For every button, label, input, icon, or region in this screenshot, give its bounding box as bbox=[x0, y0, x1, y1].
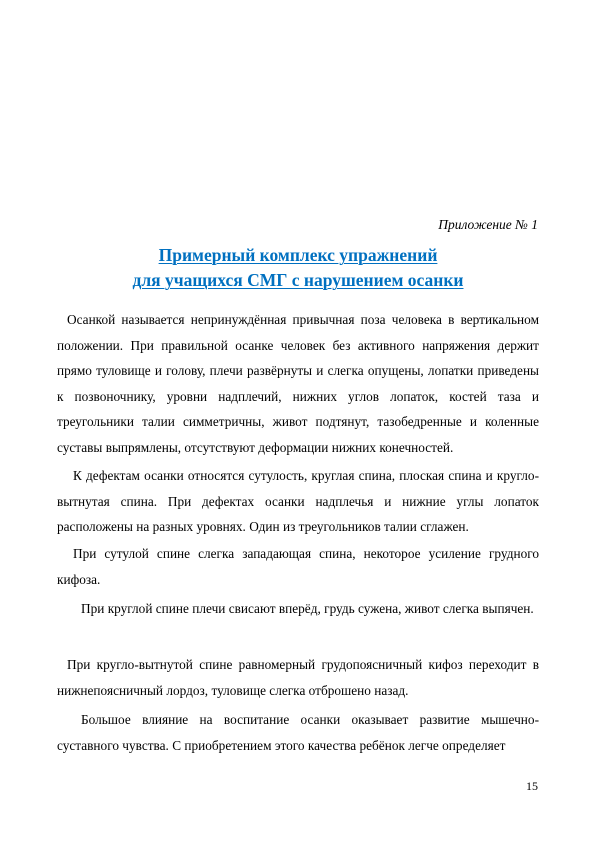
title-line-2: для учащихся СМГ с нарушением осанки bbox=[132, 270, 464, 290]
paragraph-round-back: При круглой спине плечи свисают вперёд, грудь сужена, живот слегка выпячен. bbox=[81, 601, 534, 616]
title-line-1: Примерный комплекс упражнений bbox=[158, 245, 438, 265]
appendix-label: Приложение № 1 bbox=[438, 217, 538, 232]
paragraph-round-concave-back: При кругло-вытнутой спине равномерный грудопоясничный кифоз переходит в нижнепоясничный лордоз, туловище слегка отброшено назад. bbox=[57, 657, 539, 698]
paragraph-stooped-back: При сутулой спине слегка западающая спина, некоторое усиление грудного кифоза. bbox=[57, 546, 539, 587]
paragraph-posture-defects: К дефектам осанки относятся сутулость, круглая спина, плоская спина и кругло-вытнутая спина. При дефектах осанки надплечья и нижние углы лопаток расположены на разных уровнях. Один из треугольников талии сглажен. bbox=[57, 468, 539, 534]
page-number: 15 bbox=[526, 779, 538, 793]
paragraph-posture-definition: Осанкой называется непринуждённая привычная поза человека в вертикальном положении. При правильной осанке человек без активного напряжения держит прямо туловище и голову, плечи развёрнуты и слегка опущены, лопатки приведены к позвоночнику, уровни надплечий, нижних углов лопаток, костей таза и треугольники талии симметричны, живот подтянут, тазобедренные и коленные суставы выпрямлены, отсутствуют деформации нижних конечностей. bbox=[57, 312, 539, 455]
paragraph-muscle-sense: Большое влияние на воспитание осанки оказывает развитие мышечно-суставного чувства. С приобретением этого качества ребёнок легче определяет bbox=[57, 712, 539, 753]
